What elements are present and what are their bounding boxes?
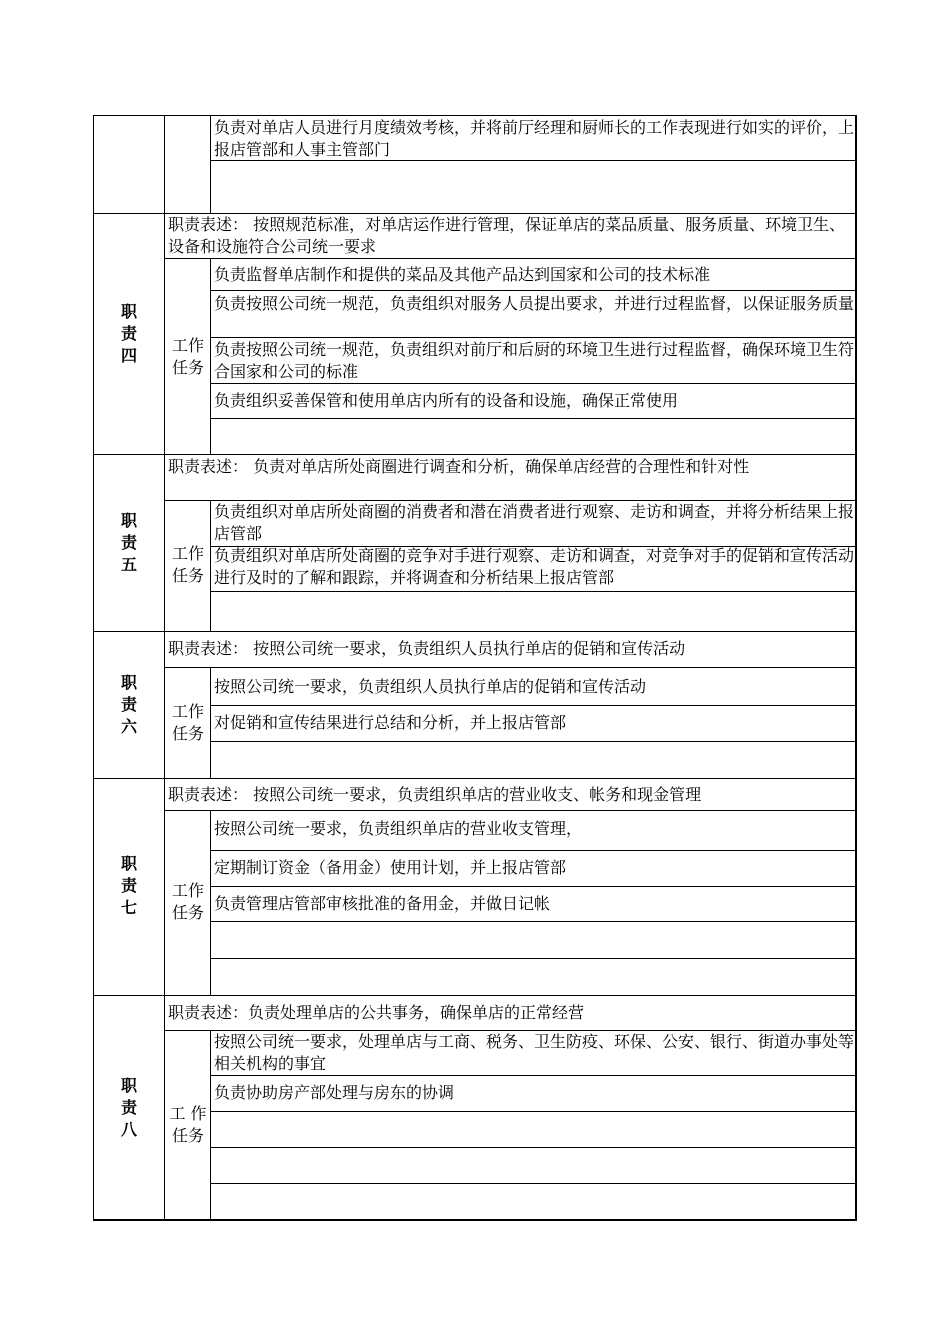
work-task-label [166, 335, 210, 379]
task-text: 负责管理店管部审核批准的备用金，并做日记帐 [214, 894, 551, 913]
work-task-label-line: 工作 [171, 881, 204, 900]
duty-label-char: 职 [120, 673, 137, 692]
duty-label-char: 责 [120, 695, 137, 714]
task-text: 负责对单店人员进行月度绩效考核，并将前厅经理和厨师长的工作表现进行如实的评价，上报店管部和人事主管部门 [214, 118, 855, 159]
task-row-divider [210, 850, 856, 851]
work-task-label-line: 任务 [171, 903, 204, 922]
description-divider [164, 810, 856, 811]
duty-label-char: 职 [120, 511, 137, 530]
task-row-divider [210, 290, 856, 291]
task-column-divider-s7 [210, 810, 211, 995]
task-text: 负责组织妥善保管和使用单店内所有的设备和设施，确保正常使用 [214, 391, 679, 410]
work-task-label [166, 543, 210, 587]
duty-label-7 [93, 853, 165, 919]
section-divider [93, 631, 856, 632]
task-row-divider [210, 418, 856, 419]
duty-label-5 [93, 510, 165, 576]
work-task-label-line: 工 作 [169, 1104, 207, 1123]
work-task-label-line: 工作 [171, 544, 204, 563]
duty-description: 职责表述：负责处理单店的公共事务，确保单店的正常经营 [168, 1003, 585, 1022]
task-text: 定期制订资金（备用金）使用计划，并上报店管部 [214, 858, 567, 877]
duty-label-4 [93, 301, 165, 367]
duty-label-6 [93, 672, 165, 738]
duty-label-8 [93, 1075, 165, 1141]
task-row-divider [210, 1147, 856, 1148]
task-row-divider [210, 741, 856, 742]
work-task-label-line: 任务 [171, 358, 204, 377]
description-divider [164, 258, 856, 259]
description-divider [164, 667, 856, 668]
section-divider [93, 454, 856, 455]
work-task-label-line: 任务 [171, 566, 204, 585]
task-row-divider [210, 337, 856, 338]
work-task-label [166, 880, 210, 924]
task-column-divider-s6 [210, 667, 211, 778]
duty-label-char: 职 [120, 854, 137, 873]
task-row-divider [210, 591, 856, 592]
task-row-divider [210, 1075, 856, 1076]
task-row-divider [210, 886, 856, 887]
task-row-divider [210, 1111, 856, 1112]
task-row-divider [210, 1183, 856, 1184]
task-row-divider [210, 958, 856, 959]
duty-label-char: 四 [120, 346, 137, 365]
task-column-divider-s8 [210, 1030, 211, 1220]
duty-label-char: 责 [120, 876, 137, 895]
duty-label-char: 六 [120, 717, 137, 736]
duty-label-char: 职 [120, 1076, 137, 1095]
section-divider [93, 995, 856, 996]
task-text: 对促销和宣传结果进行总结和分析，并上报店管部 [214, 713, 567, 732]
task-row-divider [210, 921, 856, 922]
task-column-divider-s4 [210, 258, 211, 454]
task-text: 负责按照公司统一规范，负责组织对服务人员提出要求，并进行过程监督，以保证服务质量 [214, 294, 855, 313]
duty-label-char: 七 [120, 898, 137, 917]
duty-label-char: 职 [120, 302, 137, 321]
duty-label-char: 八 [120, 1120, 137, 1139]
task-column-divider-s3 [210, 115, 211, 213]
task-row-divider [210, 705, 856, 706]
duty-description: 职责表述： 按照规范标准，对单店运作进行管理，保证单店的菜品质量、服务质量、环境卫生、设备和设施符合公司统一要求 [168, 215, 846, 256]
task-column-divider-s5 [210, 500, 211, 631]
duty-description: 职责表述： 负责对单店所处商圈进行调查和分析，确保单店经营的合理性和针对性 [168, 457, 750, 476]
duty-label-char: 责 [120, 1098, 137, 1117]
work-task-label-line: 任务 [171, 1126, 204, 1145]
task-text: 负责组织对单店所处商圈的竞争对手进行观察、走访和调查，对竞争对手的促销和宣传活动进行及时的了解和跟踪，并将调查和分析结果上报店管部 [214, 546, 855, 587]
work-task-label [166, 701, 210, 745]
duty-label-char: 五 [120, 555, 137, 574]
work-task-label-line: 任务 [171, 724, 204, 743]
task-text: 负责按照公司统一规范，负责组织对前厅和后厨的环境卫生进行过程监督，确保环境卫生符合国家和公司的标准 [214, 340, 855, 381]
task-text: 负责组织对单店所处商圈的消费者和潜在消费者进行观察、走访和调查，并将分析结果上报店管部 [214, 502, 855, 543]
duty-label-char: 责 [120, 324, 137, 343]
task-text: 按照公司统一要求，负责组织人员执行单店的促销和宣传活动 [214, 677, 647, 696]
task-row-divider [210, 383, 856, 384]
work-task-label [166, 1103, 210, 1147]
task-text: 按照公司统一要求，处理单店与工商、税务、卫生防疫、环保、公安、银行、街道办事处等相关机构的事宜 [214, 1032, 855, 1073]
task-text: 负责协助房产部处理与房东的协调 [214, 1083, 455, 1102]
duty-label-char: 责 [120, 533, 137, 552]
task-text: 负责监督单店制作和提供的菜品及其他产品达到国家和公司的技术标准 [214, 265, 711, 284]
task-text: 按照公司统一要求，负责组织单店的营业收支管理， [214, 819, 583, 838]
duty-description: 职责表述： 按照公司统一要求，负责组织人员执行单店的促销和宣传活动 [168, 639, 686, 658]
work-task-label-line: 工作 [171, 336, 204, 355]
duty-description: 职责表述： 按照公司统一要求，负责组织单店的营业收支、帐务和现金管理 [168, 785, 702, 804]
work-task-label-line: 工作 [171, 702, 204, 721]
section-divider [93, 778, 856, 779]
